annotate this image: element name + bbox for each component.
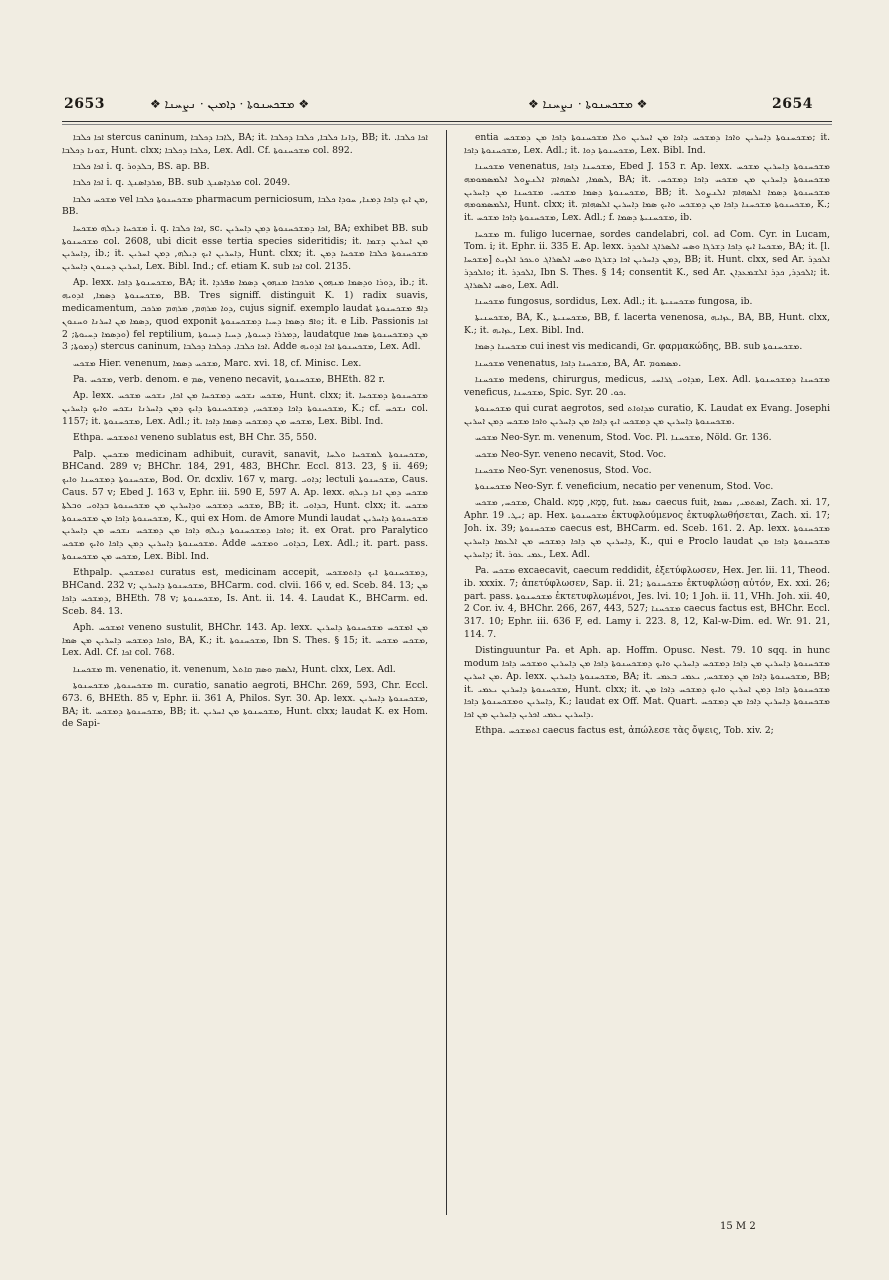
dictionary-entry: ܡܫܟܚܢܐ Neo-Syr. venenosus, Stod. Voc.: [475, 464, 652, 476]
dictionary-entry: Palp. ܡܫܟܚܢ medicinam adhibuit, curavit, sanavit, ܡܫܟܚܢܘܬܐ ܠܡܫܟܚܐ ܘܠܚܐ, BHCand. 289 v; BHChr. 184, 291, 483, BHChr. Eccl. 813. 23, § ii. 469; ܡܫܟܚܢܘܬܐ ܕܡܫܟܚܢܐ ܘܐܝܟ, Bod. Or. dcxliv. 167 v, marg. ܕܐܘܝ; lectuli ܡܫܟܚܢܘܬܐ, Caus. Caus. 57 v; Ebed J. 163 v, Ephr. iii. 590 E, 597 A. Ap. lexx. ܡܫܟܚ ܕܡܢ ܐܢܐ ܕܝܠܗ ܡܫܟܚ ܕܡܫܟܚ ܘܕܐܚܪܝܢ ܡܢ ܡܫܟܚܢܘܬܐ ܒܕܐܘܝ ܘܒܠܬܐ, BB; it. ܒܕܐܘܝ, Hunt. clxx; it. ܡܫܟܚ ܡܫܟܚܢܘܬܐ ܕܐܟܐ ܡܢ ܡܫܟܚܢܘܬܐ, K., qui ex Hom. de Amore Mundi laudat ܡܫܟܚܢܘܬܐ ܕܐܚܪܝܢ ܘܐܟܐ ܕܡܫܟܚܢܘܬܐ ܕܝܠܗ ܕܐܟܐ ܡܢ ܕܡܫܟܚ ܢܫܟܚ ܡܢ ܕܐܚܪܝܢ; it. ex Orat. pro Paralytico ܡܫܟܚܢܘܬܐ ܕܐܚܪܝܢ ܕܡܢ ܕܐܟܐ ܘܐܝܟ ܡܫܟܚ. Adde ܒܕܐܘܝ ܘܡܫܟܚ, Lex. Adl.; it. part. pass. ܡܫܟܚ ܡܢ ܡܫܟܚܢܘܬܐ, Lex. Bibl. Ind.: [62, 448, 428, 562]
dictionary-entry: Ethpa. ܐܬܡܫܟܚ caecus factus est, ἀπώλεσε τὰς ὄψεις, Tob. xiv. 2;: [475, 725, 774, 737]
dictionary-entry: Ethpalp. ܐܬܡܫܟܚܢ curatus est, medicinam accepit, ܕܡܫܟܚܢܘܬܐ ܐܝܟ ܕܐܬܡܫܟܚ, BHCand. 232 v; ܡܫܟܚܢܘܬܐ ܕܐܚܪܝܢ, BHCarm. cod. clvii. 166 v, ed. Sceb. 84. 13; ܡܢ ܕܡܫܟܚ ܕܐܟܐ, BHEth. 78 v; ܡܫܟܚܢܘܬܐ, Is. Ant. ii. 14. 4. Laudat K., BHCarm. ed. Sceb. 84. 13.: [62, 567, 428, 617]
page-header: [0, 92, 889, 122]
right-running-head: ❖ ܡܫܟܚܢܘܬܐ · ܢܨܚܢܐ ❖: [528, 97, 648, 111]
right-column: [464, 132, 830, 1217]
dictionary-entry: ܡܫܟܚ Neo-Syr. m. venenum, Stod. Voc. Pl. ܡܫܟܚܢܐ, Nöld. Gr. 136.: [475, 432, 772, 444]
dictionary-entry: ܡܫܟܚܐ m. fuligo lucernae, sordes candelabri, col. ad Com. Cyr. in Lucam, Tom. i; it. Ephr. ii. 335 E. Ap. lexx. ܡܫܟܚܐ ܐܝܟ ܕܐܟܐ ܕܫܪܓܐ ܘܣܚ ܐܠܣܪܐܓ ܐܠܟܕܪ, BA; it. [l. ܡܫܟܚܐ] ܕܡܢ ܕܐܚܪܝܢ ܐܟܐ ܕܫܪܓܐ ܘܣܚ ܐܠܣܪܐܓ ܘܥܟܪ ܐܠܙܝܬ, BB; it. Hunt. clxx, sed Ar. ܐܠܟܕܪ ܘܐܠܟܕܪ; it. ܐܠܟܕܪ, Ibn S. Thes. § 14; consentit K., sed Ar. ܐܠܟܕܪ, ܟܕܪ ܐܠܫܡܥܕܐܢ; it. ܘܣܚ ܐܠܣܪܐܓ, Lex. Adl.: [464, 228, 830, 291]
dictionary-entry: ܡܫܟܚ, ܡܫܟܚ, Chald. סְמָא, סְמָא, fut. ܢܣܡܐ caecus fuit, ܐܣܬܡܝ, ܢܣܡܐ, Zach. xi. 17, Aphr. ܝܛ. 19; ap. Hex. ܡܫܟܚܢܘܬܐ ἐκτυφλούμενος ἐκτυφλωθήσεται, Zach. xi. 17; Joh. ix. 39; ܡܫܟܚܢܘܬܐ caecus est, BHCarm. ed. Sceb. 161. 2. Ap. lexx. ܡܫܟܚܢܘܬܐ ܕܐܚܪܝܢ ܡܢ ܕܐܟܐ ܕܡܫܟܚ ܡܢ ܐܠܥܡܐ ܕܐܚܪܝܢ, K., qui e Proclo laudat ܡܫܟܚܢܘܬܐ ܕܐܟܐ ܡܢ ܕܐܚܪܝܢ; it. ܥܡܝ ܥܘܪ, Lex. Adl.: [464, 497, 830, 560]
dictionary-entry: Distinguuntur Pa. et Aph. ap. Hoffm. Opusc. Nest. 79. 10 sqq. in hunc modum ܡܫܟܚܢܘܬܐ ܕܐܚܪܝܢ ܡܢ ܕܐܟܐ ܕܡܫܟܚ ܕܐܚܪܝܢ ܘܐܝܟ ܕܡܫܟܚܢܘܬܐ ܕܐܟܐ ܡܢ ܕܐܚܪܝܢ ܘܡܫܟܚ ܕܐܟܐ ܡܢ ܐܚܪܝܢ. Ap. lexx. ܡܫܟܚܢܘܬܐ ܕܐܚܪܝܢ, BA; it. ܡܫܟܚܢܘܬܐ ܕܐܟܐ ܡܢ ܕܡܫܟܚ, ܝܥܡܝ ܒܥܡܝ, BB; it. ܡܫܟܚܢܘܬܐ ܕܐܚܪܝܢ ܝܥܡܝ, Hunt. clxx; it. ܡܫܟܚܢܘܬܐ ܕܐܟܐ ܕܡܢ ܐܚܪܝܢ ܘܐܝܟ ܕܡܫܟܚ ܕܐܟܐ ܡܢ ܕܐܚܪܝܢ ܘܡܫܟܚܢܘܬܐ ܕܐܟܐ, K.; laudat ex Off. Mat. Quart. ܡܫܟܚܢܘܬܐ ܕܐܚܪܝܢ ܕܐܟܐ ܡܢ ܕܡܫܟܚ ܕܐܚܪܝܢ ܝܥܡܝ ܐܟܪܝܢ ܕܐܚܪܝܢ ܡܢ ܐܟܐ.: [464, 645, 830, 721]
dictionary-entry: entia ܡܫܟܚܢܘܬܐ ܕܐܚܪܝܢ ܘܐܟܐ ܕܡܫܟܚ ܕܐܟܐ ܡܢ ܐܚܪܝܢ ܘܠܐ ܡܫܟܚܢܘܬܐ ܕܐܟܐ ܡܢ ܕܡܫܟܚ; it. ܡܫܟܚܢܘܬܐ ܕܐܟܐ, Lex. Adl.; it. ܡܫܟܚܢܘܬܐ ܕܘܐ, Lex. Bibl. Ind.: [464, 132, 830, 156]
header-rule: [62, 121, 832, 122]
dictionary-entry: ܡܫܟܚܢܐ fungosus, sordidus, Lex. Adl.; it. ܡܫܟܚܢܝܬܐ fungosa, ib.: [475, 296, 753, 308]
dictionary-entry: Pa. ܡܫܟܚ, verb. denom. e ܣܡ, veneno necavit, ܡܫܟܚܢܘܬܐ, BHEth. 82 r.: [73, 374, 385, 386]
dictionary-entry: ܡܫܟܚܢܘܬܐ Neo-Syr. f. veneficium, necatio per venenum, Stod. Voc.: [475, 481, 774, 493]
dictionary-entry: Pa. ܡܫܟܚ excaecavit, caecum reddidit, ἐξετύφλωσεν, Hex. Jer. lii. 11, Theod. ib. xxxix. 7; ἀπετύφλωσεν, Sap. ii. 21; ܡܫܟܚܢܘܬܐ ἐκτυφλώσῃ αὐτόν, Ex. xxi. 26; part. pass. ܡܫܟܚܢܘܬܐ ἐκτετυφλωμένοι, Jes. lvi. 10; 1 Joh. ii. 11, VHh. Joh. xii. 40, 2 Cor. iv. 4, BHChr. 266, 267, 443, 527; ܡܫܟܚܢܐ caecus factus est, BHChr. Eccl. 317. 10; Ephr. iii. 636 F, ed. Lamy i. 223. 8, 12, Kal-w-Dim. ed. Wr. 91. 21, 114. 7.: [464, 564, 830, 640]
dictionary-entry: ܡܫܟܚ ܟܠܒܐ vel ܡܫܟܚܢܘܬܐ ܟܠܒܐ pharmacum perniciosum, ܡܢ ܐܝܟ ܕܐܟܐ ܕܡܢܐ, ܚܘܕܐ ܟܠܒܐ, BB.: [62, 193, 428, 218]
dictionary-entry: ܡܫܟܚܢܘܬܐ qui curat aegrotos, sed ܡܕܐܘܐܬ curatio, K. Laudat ex Evang. Josephi ܡܫܟܚܢܘܬܐ ܕܐܚܪܝܢ ܡܢ ܕܡܫܟܚ ܐܝܟ ܕܐܟܐ ܡܢ ܕܐܚܪܝܢ ܘܐܟܐ ܡܫܟܚ ܕܡܢ ܐܚܪܝܢ.: [464, 403, 830, 427]
dictionary-entry: ܡܫܟܚ Neo-Syr. veneno necavit, Stod. Voc.: [475, 448, 667, 460]
dictionary-entry: ܐܟܐ ܟܠܒܐ i. q. ܒܠܕܘܪ, BS. ap. BB.: [73, 161, 210, 173]
dictionary-entry: ܐܟܐ ܟܠܒܐ i. q. ܡܪܕܐܣܢܓ, BB. sub ܡܪܕܐܣܢܓ col. 2049.: [73, 177, 291, 189]
right-page-number: 2654: [772, 96, 813, 112]
dictionary-entry: ܡܫܟܚܢܐ venenatus, ܡܫܟܚܢܐ ܕܐܟܐ, Ebed J. 153 r. Ap. lexx. ܡܫܟܚܢܘܬܐ ܕܐܚܪܝܢ ܡܫܟܚ ܠܣܡܐ, ܐܠܣܗܐܡ ܐܠܢܨܘܠ ܐܠܡܣܡܘܡܗ, BA; it. ܡܫܟܚܢܘܬܐ ܕܐܚܪܝܢ ܡܢ ܡܫܟܚ ܕܐܟܐ ܕܡܫܟܚ. ܡܫܟܚܢܘܬܐ ܕܣܡܐ ܡܫܟܚ. ܡܫܟܚܢܐ ܡܢ ܕܐܚܪܝܢ, BB; it. ܡܫܟܚܢܘܬܐ ܕܣܡܐ ܐܠܣܗܐܡ ܐܠܢܨܘܠ ܐܠܡܣܡܘܡܗ, Hunt. clxx; it. ܡܫܟܚܢܘܬܐ ܡܫܟܚܢܐ ܕܐܟܐ ܡܢ ܕܡܫܟܚ ܘܐܝܟ ܣܡܐ ܕܐܚܪܝܢ ܐܠܣܗܐܡ, K.; it. ܡܫܟܚܢܘܬܐ ܕܐܟܐ ܡܫܟܚ, Lex. Adl.; f. ܡܫܟܚܢܝܬܐ ܕܣܡܐ, ib.: [464, 161, 830, 224]
header-rule-thin: [62, 124, 832, 125]
dictionary-entry: ܡܫܟܚܢܐ venenatus, ܡܫܟܚܢܐ ܕܐܟܐ, BA, Ar. ܡܣܡܘܡ.: [475, 357, 682, 369]
dictionary-entry: ܐܟܐ ܟܠܒܐ stercus caninum, ܠܐܒܐ ܕܟܠܒܐ, BA; it. ܕܐܢܐ ܟܠܒܐ, ܟܠܒܐ ܕܟܠܒܐ, BB; it. ܐܟܐ ܟܠܒܐ. ܫܘܢܐ ܕܟܠܒܐ, Hunt. clxx; ܟܠܒܐ ܕܟܠܒܐ, Lex. Adl. Cf. ܡܫܟܚܢܘܬܐ col. 892.: [62, 132, 428, 156]
dictionary-entry: ܡܫܟܚܢܐ ܕܣܡܐ cui inest vis medicandi, Gr. φαρμακώδης, BB. sub ܡܫܟܚܢܘܬܐ.: [475, 341, 803, 353]
dictionary-entry: Ethpa. ܐܬܡܫܟܚ veneno sublatus est, BH Chr. 35, 550.: [73, 432, 317, 444]
dictionary-entry: ܡܫܟܚܐ ܕܝܠܗ ܡܫܟܚܐ i. q. ܐܟܐ ܟܠܒܐ, sc. ܐܟܐ ܕܡܫܟܚܢܘܬܐ ܕܡܢ ܕܐܚܪܝܢ, BA; exhibet BB. sub ܡܫܟܚܢܘܬܐ col. 2608, ubi dicit esse tertia species sideritidis; it. ܡܢ ܐܚܪܝܢ ܕܫܡܐ ܕܐܚܪܝܢ, ib.; it. ܕܐܚܪܝܢ ܐܝܟ ܕܝܠܗ, ܕܡܢ ܐܚܪܝܢ, Hunt. clxx; it. ܡܫܟܚܢܘܬܐ ܟܠܒܐ ܡܫܟܚܐ ܕܡܢ ܐܚܪܝܢ ܕܚܢܘܢ ܕܐܚܪܝܢ, Lex. Bibl. Ind.; cf. etiam K. sub ܐܟܐ col. 2135.: [62, 222, 428, 273]
dictionary-entry: ܡܫܟܚܢܘܬܐ, ܡܫܟܚܢܘܬܐ m. curatio, sanatio aegroti, BHChr. 269, 593, Chr. Eccl. 673. 6, BHEth. 85 v, Ephr. ii. 361 A, Philos. Syr. 30. Ap. lexx. ܡܫܟܚܢܘܬܐ ܕܐܚܪܝܢ, BA; it. ܡܫܟܚܢܘܬܐ ܕܡܫܟܚ, BB; it. ܡܫܟܚܢܘܬܐ ܡܢ ܐܚܪܝܢ, Hunt. clxx; laudat K. ex Hom. de Sapi-: [62, 680, 428, 730]
left-column: [62, 132, 428, 1217]
dictionary-entry: ܡܫܟܚܢܐ m. venenatio, it. venenum, ܐܠܣܡ ܘܣܡ ܩܐܬܠ, Hunt. clxx, Lex. Adl.: [73, 663, 396, 675]
left-page-number: 2653: [64, 96, 105, 112]
left-running-head: ❖ ܡܫܟܚܢܘܬܐ · ܕܐܡܝܢ · ܢܨܚܢܐ ❖: [150, 97, 310, 111]
column-divider: [446, 130, 447, 1215]
dictionary-entry: ܡܫܟܚܢܝܬܐ, BA, K., ܡܫܟܚܢܝܬܐ, BB, f. lacerta venenosa, ܥܙܐܝܗ, BA, BB, Hunt. clxx, K.; it. ܥܙܐܝܗ, Lex. Bibl. Ind.: [464, 312, 830, 337]
dictionary-entry: Aph. ܐܡܫܟܚ veneno sustulit, BHChr. 143. Ap. lexx. ܡܢ ܐܡܫܟܚ ܡܫܟܚܢܘܬܐ ܕܐܚܪܝܢ ܘܐܟܐ ܕܡܫܟܚ ܕܐܚܪܝܢ ܡܢ ܣܡܐ, BA, K.; it. ܡܫܟܚܢܘܬܐ, Ibn S. Thes. § 15; it. ܡܫܟܚ ܡܫܟܚ, Lex. Adl. Cf. ܐܟܐ col. 768.: [62, 621, 428, 659]
dictionary-entry: Ap. lexx. ܡܫܟܚ ܢܫܟܚ ܕܡܫܟܚܐ ܡܢ ܐܟܐ, ܢܫܟܚ ܡܫܟܚ, Hunt. clxx; it. ܡܫܟܚܢܘܬܐ ܕܡܫܟܚܐ ܡܫܟܚܢܘܬܐ ܕܐܟܐ ܕܡܫܟܚ, ܕܡܫܟܚܢܘܬܐ ܕܐܝܟ ܕܡܢ ܕܐܚܪܢܐ ܢܫܟܚ ܘܐܝܟ ܕܐܚܪܝܢ, K.; cf. ܢܫܟܚ col. 1157; it. ܡܫܟܚܢܘܬܐ, Lex. Adl.; it. ܡܫܟܚ ܡܢ ܕܡܫܟܚ ܕܣܡܐ ܕܐܟܐ, Lex. Bibl. Ind.: [62, 390, 428, 427]
signature-mark: 15 M 2: [720, 1221, 756, 1232]
dictionary-entry: Ap. lexx. ܡܫܟܚܢܘܬܐ ܕܐܟܐ, BA; it. ܕܘܪܐ ܘܕܣܡܐ ܡܢܗܘܢ ܡܪܟܒܐ ܡܢܗܘܢ ܕܣܡܐ ܡܦܪܕܐ, ib.; it. ܡܫܟܚܢܘܬܐ ܕܣܡܐ, ܐܕܘܝܗ, BB. Tres signiff. distinguit K. 1) radix suavis, medicamentum, ܕܘܐ ܡܪܗܡ, ܡܪܗܡ ܡܪܟܒ, cujus signif. exemplo laudat ܕܐܦ ܡܫܟܚܢܘܬܐ ܕܣܡܐ ܡܢ ܐܚܪܢܐ ܘܚܢܘܢ, quod exponit ܘܐܦ ܕܣܡܐ ܕܚܝܐ ܕܡܫܟܚܢܘܬܐ; it. e Lib. Passionis ܐܟܐ ܘܕܣܡܐ ܕܚܝܘܬܐ; 2) fel reptilium, ܕܡܪܪܐ ܕܚܝܘܬܐ, ܕܚܝܐ ܕܚܝܘܬܐ, laudatque ܡܢ ܕܡܫܟܚܢܘܬܐ ܣܡܐ ܕܡܘܬܐ; 3) stercus caninum, ܐܟܐ ܟܠܒܐ. ܕܟܠܒܐ ܕܟܠܒܐ. Adde ܡܫܟܚܢܘܬܐ ܐܟܐ ܐܕܘܝܗ, Lex. Adl.: [62, 277, 428, 353]
dictionary-entry: ܡܫܟܚ Hier. venenum, ܡܫܟܚ ܕܣܡܐ, Marc. xvi. 18, cf. Minisc. Lex.: [73, 357, 362, 369]
dictionary-entry: ܡܫܟܚܢܐ medens, chirurgus, medicus, ܡܕܐܘܝ ܓܪܐܚܝ, Lex. Adl. ܡܫܟܚܢܐ ܕܡܫܟܚܢܘܬܐ veneficus, ܡܫܟܚܢܐ, Spic. Syr. ܟܘ. 20.: [464, 374, 830, 398]
